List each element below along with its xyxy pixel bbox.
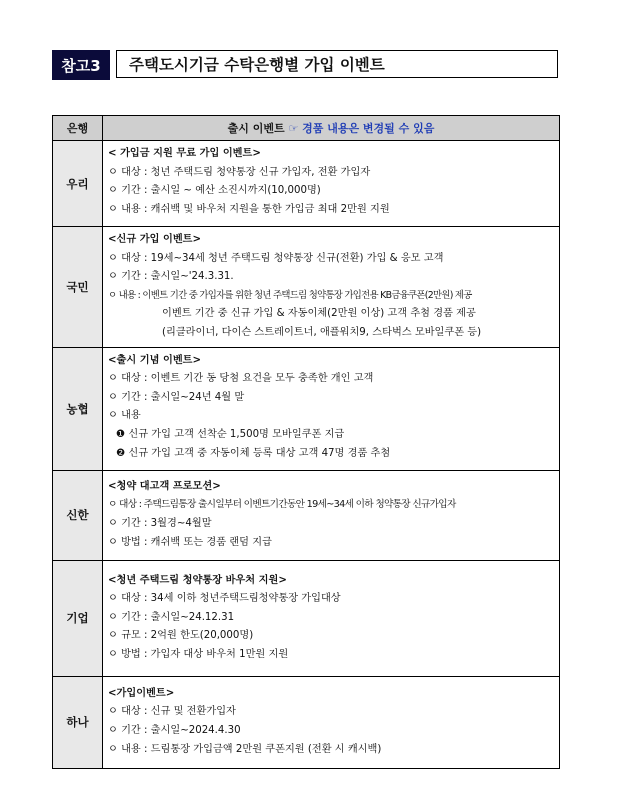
event-title: <청년 주택드림 청약통장 바우처 지원> (108, 574, 287, 586)
event-line: ㅇ 대상 : 19세~34세 청년 주택드림 청약통장 신규(전환) 가입 & 응모 고객 (108, 252, 444, 264)
event-details (103, 141, 560, 227)
event-line: ㅇ 기간 : 3월경~4월말 (108, 518, 212, 530)
event-line: ㅇ 방법 : 가입자 대상 바우처 1만원 지원 (108, 648, 289, 660)
table-row (53, 141, 560, 227)
event-title: <출시 기념 이벤트> (108, 354, 202, 366)
event-title: <신규 가입 이벤트> (108, 234, 202, 245)
bank-name: 국민 (53, 227, 103, 348)
bank-name: 하나 (53, 676, 103, 768)
event-line: ㅇ 내용 (108, 410, 141, 422)
event-line: ❶ 신규 가입 고객 선착순 1,500명 모바일쿠폰 지급 (116, 428, 345, 440)
event-line: ㅇ 기간 : 출시일~'24.3.31. (108, 271, 234, 283)
event-line: ㅇ 기간 : 출시일~24.12.31 (108, 611, 235, 623)
event-line: ㅇ 방법 : 캐쉬백 또는 경품 랜덤 지급 (108, 536, 272, 548)
event-column-header (103, 116, 560, 141)
event-line: ❷ 신규 가입 고객 중 자동이체 등록 대상 고객 47명 경품 추첨 (116, 447, 391, 459)
table-row (53, 347, 560, 470)
bank-event-table (52, 115, 560, 769)
bank-name: 농협 (53, 347, 103, 470)
event-line: ㅇ 대상 : 주택드림통장 출시일부터 이벤트기간동안 19세~34세 이하 청약통장 신규가입자 (108, 499, 456, 511)
table-row (53, 227, 560, 348)
bank-column-header: 은행 (53, 116, 103, 141)
event-line: ㅇ 대상 : 신규 및 전환가입자 (108, 706, 236, 718)
event-line: ㅇ 내용 : 이벤트 기간 중 가입자를 위한 청년 주택드림 청약통장 가입전용 KB금융쿠폰(2만원) 제공 (108, 289, 472, 301)
event-line: ㅇ 기간 : 출시일~24년 4월 말 (108, 391, 245, 403)
event-title: <가입이벤트> (108, 687, 175, 699)
event-line: ㅇ 기간 : 출시일~2024.4.30 (108, 725, 241, 737)
event-details (103, 347, 560, 470)
event-line: ㅇ 내용 : 캐쉬백 및 바우처 지원을 통한 가입금 최대 2만원 지원 (108, 203, 390, 215)
prize-change-note: ☞ 경품 내용은 변경될 수 있음 (288, 122, 435, 135)
event-line: ㅇ 대상 : 34세 이하 청년주택드림청약통장 가입대상 (108, 593, 341, 605)
event-line: 이벤트 기간 중 신규 가입 & 자동이체(2만원 이상) 고객 추첨 경품 제공 (162, 308, 476, 320)
event-details (103, 470, 560, 560)
reference-label: 참고3 (52, 50, 110, 80)
bank-name: 우리 (53, 141, 103, 227)
bank-name: 기업 (53, 560, 103, 676)
event-column-label: 출시 이벤트 (227, 122, 285, 135)
event-title: <청약 대고객 프로모션> (108, 480, 221, 492)
page-title: 주택도시기금 수탁은행별 가입 이벤트 (116, 50, 558, 78)
table-row (53, 470, 560, 560)
event-details (103, 676, 560, 768)
table-header-row (53, 116, 560, 141)
event-line: ㅇ 대상 : 이벤트 기간 동 당첨 요건을 모두 충족한 개인 고객 (108, 373, 374, 385)
event-line: ㅇ 내용 : 드림통장 가입금액 2만원 쿠폰지원 (전환 시 캐시백) (108, 743, 382, 755)
event-line: ㅇ 규모 : 2억원 한도(20,000명) (108, 630, 254, 642)
bank-name: 신한 (53, 470, 103, 560)
event-line: ㅇ 기간 : 출시일 ~ 예산 소진시까지(10,000명) (108, 185, 321, 197)
event-title: < 가입금 지원 무료 가입 이벤트> (108, 148, 261, 159)
event-line: ㅇ 대상 : 청년 주택드림 청약통장 신규 가입자, 전환 가입자 (108, 166, 371, 178)
event-line: (리클라이너, 다이슨 스트레이트너, 애플워치9, 스타벅스 모바일쿠폰 등) (162, 326, 482, 338)
table-row (53, 676, 560, 768)
event-details (103, 560, 560, 676)
section-header (52, 50, 560, 80)
table-row (53, 560, 560, 676)
event-details (103, 227, 560, 348)
